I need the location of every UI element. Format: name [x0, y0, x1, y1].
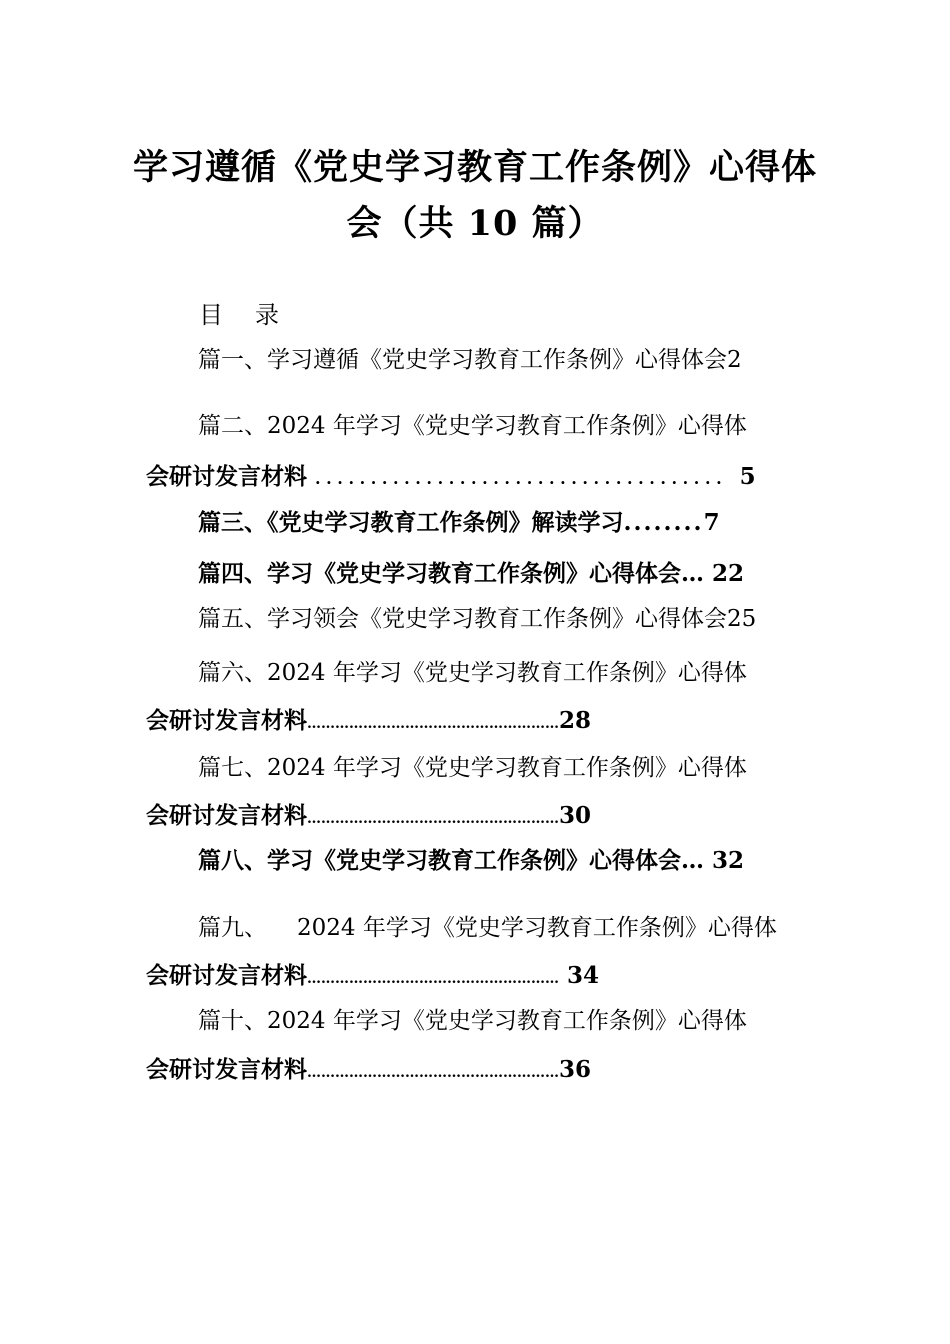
toc-leader-dots: . . . . . . . . . . . . . . . . . . . . . . . . . . . . . . . . . . . . .: [315, 469, 722, 488]
toc-entry-1[interactable]: [198, 345, 742, 375]
toc-entry-page: 22: [712, 560, 745, 587]
toc-entry-text: 篇一、学习遵循《党史学习教育工作条例》心得体会: [198, 347, 727, 373]
toc-entry-text: 篇七、2024 年学习《党史学习教育工作条例》心得体: [198, 755, 747, 781]
toc-entry-8[interactable]: [198, 846, 744, 876]
toc-leader-dots: ………………………………………………: [307, 811, 559, 827]
toc-entry-text: 篇九、: [198, 915, 267, 941]
toc-entry-2[interactable]: [198, 411, 747, 441]
toc-entry-6[interactable]: [198, 658, 747, 688]
toc-entry-7[interactable]: [198, 753, 747, 783]
toc-entry-text: 会研讨发言材料: [146, 962, 307, 989]
toc-entry-2-continued[interactable]: [146, 462, 756, 494]
toc-entry-text: 会研讨发言材料: [146, 707, 307, 734]
document-title-line-1: 学习遵循《党史学习教育工作条例》心得体: [132, 147, 817, 188]
toc-entry-page: 2: [727, 347, 742, 373]
toc-entry-page: 36: [559, 1056, 592, 1083]
toc-entry-page: 7: [703, 509, 720, 536]
toc-entry-text: 篇五、学习领会《党史学习教育工作条例》心得体会: [198, 606, 727, 632]
toc-entry-text: 会研讨发言材料: [146, 802, 307, 829]
toc-entry-9[interactable]: [198, 913, 777, 943]
toc-entry-text: 篇四、学习《党史学习教育工作条例》心得体会…: [198, 560, 704, 587]
toc-entry-10[interactable]: [198, 1006, 747, 1036]
toc-leader-dots: ………………………………………………: [307, 1065, 559, 1081]
toc-entry-text: 篇二、2024 年学习《党史学习教育工作条例》心得体: [198, 413, 747, 439]
toc-entry-10-continued[interactable]: [146, 1055, 591, 1088]
toc-entry-page: 32: [712, 847, 745, 874]
toc-entry-page: 5: [739, 463, 756, 490]
toc-entry-page: 25: [727, 606, 757, 632]
toc-entry-6-continued[interactable]: [146, 706, 591, 739]
toc-entry-text: 篇三、《党史学习教育工作条例》解读学习: [198, 509, 624, 536]
toc-entry-text: 篇十、2024 年学习《党史学习教育工作条例》心得体: [198, 1008, 747, 1034]
toc-leader-dots: ………………………………………………: [307, 716, 559, 732]
toc-entry-page: 34: [567, 962, 600, 989]
toc-entry-page: 28: [559, 707, 592, 734]
toc-entry-5[interactable]: [198, 604, 756, 634]
toc-entry-page: 30: [559, 802, 592, 829]
document-title-line-2: 会（共 10 篇）: [346, 203, 604, 244]
toc-entry-text: 会研讨发言材料: [146, 463, 307, 490]
toc-entry-text: 2024 年学习《党史学习教育工作条例》心得体: [297, 915, 777, 941]
toc-entry-7-continued[interactable]: [146, 801, 591, 834]
toc-heading-char-2: 录: [255, 301, 279, 329]
toc-entry-3[interactable]: [198, 508, 720, 538]
toc-heading: [199, 300, 311, 330]
toc-entry-text: 篇六、2024 年学习《党史学习教育工作条例》心得体: [198, 660, 747, 686]
toc-entry-text: 篇八、学习《党史学习教育工作条例》心得体会…: [198, 847, 704, 874]
toc-entry-9-continued[interactable]: [146, 961, 599, 994]
toc-entry-4[interactable]: [198, 559, 744, 589]
toc-entry-text: 会研讨发言材料: [146, 1056, 307, 1083]
toc-heading-char-1: 目: [199, 301, 223, 329]
toc-leader-dots: ………………………………………………: [307, 971, 559, 987]
toc-leader-dots: ........: [623, 509, 704, 536]
